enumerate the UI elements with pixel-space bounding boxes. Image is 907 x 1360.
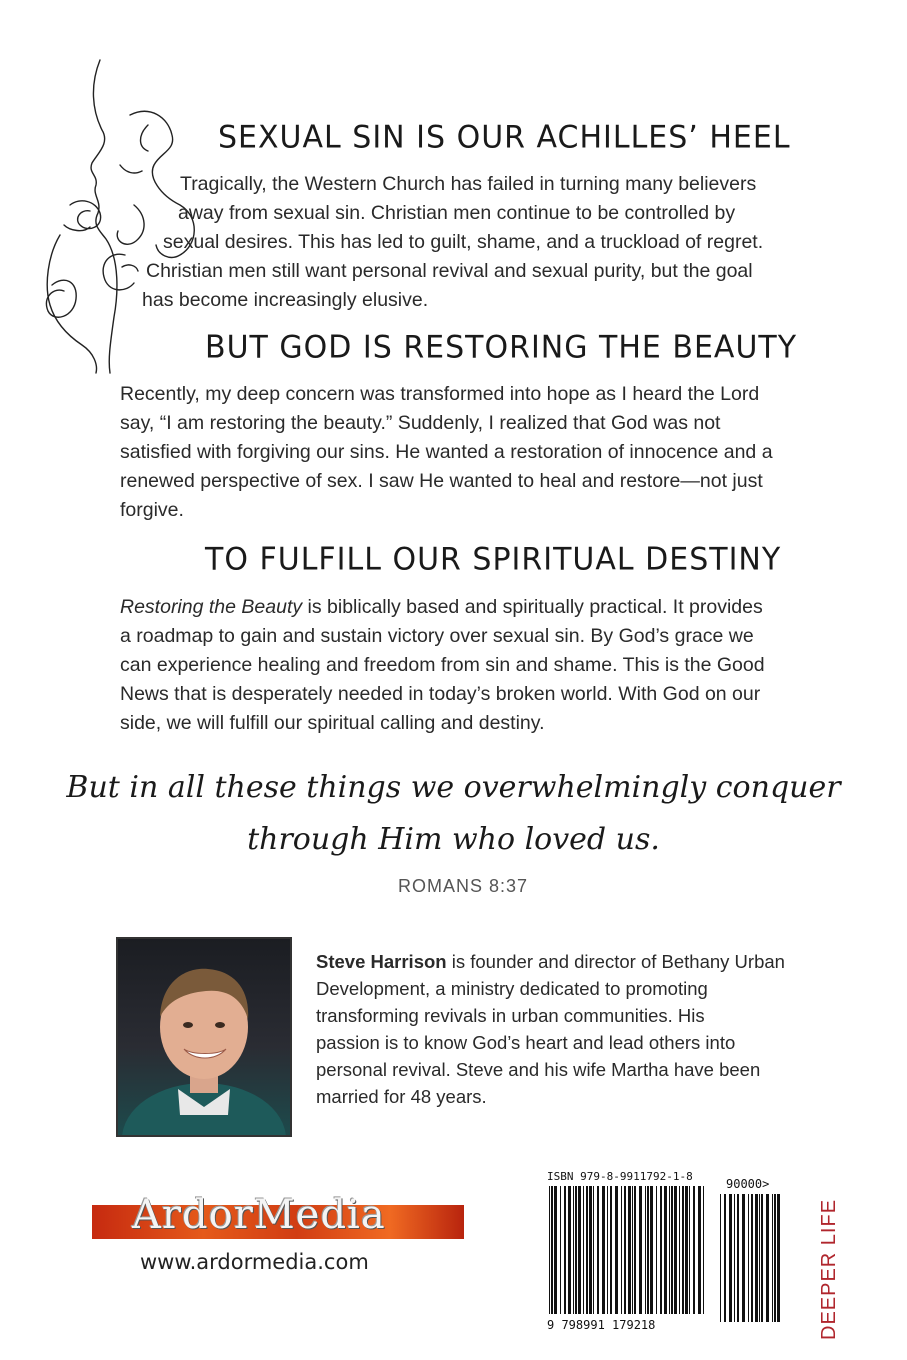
bio-line: married for 48 years. <box>316 1086 487 1107</box>
barcode-bar <box>583 1186 584 1314</box>
section-heading-spiritual-destiny: TO FULFILL OUR SPIRITUAL DESTINY <box>205 541 782 578</box>
paragraph-line: Recently, my deep concern was transformed into hope as I heard the Lord <box>120 383 760 405</box>
author-bio <box>316 948 816 1110</box>
barcode-bar <box>729 1194 732 1322</box>
barcode-bar <box>586 1186 588 1314</box>
paragraph-line: forgive. <box>120 499 184 521</box>
barcode-bar <box>679 1186 680 1314</box>
paragraph-line: away from sexual sin. Christian men continue to be controlled by <box>178 202 736 224</box>
paragraph-line: News that is desperately needed in today’s broken world. With God on our <box>120 683 761 705</box>
barcode-bar <box>748 1194 749 1322</box>
barcode-bar <box>689 1186 690 1314</box>
barcode-bar <box>645 1186 646 1314</box>
barcode-bar <box>751 1194 753 1322</box>
scripture-quote-line-2: through Him who loved us. <box>247 822 660 857</box>
bio-line: transforming revivals in urban communities. His <box>316 1005 705 1026</box>
isbn-label: ISBN 979-8-9911792-1-8 <box>547 1170 693 1183</box>
paragraph-line: Tragically, the Western Church has failed in turning many believers <box>180 173 757 195</box>
paragraph-line: satisfied with forgiving our sins. He wanted a restoration of innocence and a <box>120 441 773 463</box>
barcode-bar <box>766 1194 769 1322</box>
barcode-bar <box>734 1194 735 1322</box>
scripture-reference: ROMANS 8:37 <box>398 876 529 896</box>
barcode-main <box>547 1186 709 1314</box>
barcode-bar <box>621 1186 622 1314</box>
scripture-quote-line-1: But in all these things we overwhelmingly conquer <box>66 770 841 805</box>
paragraph-text: is biblically based and spiritually practical. It provides <box>302 596 763 618</box>
section-heading-restoring-beauty: BUT GOD IS RESTORING THE BEAUTY <box>205 329 798 366</box>
barcode-bar <box>573 1186 574 1314</box>
barcode-bar <box>774 1194 776 1322</box>
paragraph-line: say, “I am restoring the beauty.” Suddenly, I realized that God was not <box>120 412 721 434</box>
paragraph-line: sexual desires. This has led to guilt, shame, and a truckload of regret. <box>163 231 764 253</box>
section-paragraph-achilles-heel <box>0 170 907 315</box>
barcode-bar <box>685 1186 688 1314</box>
barcode-bar <box>720 1194 721 1322</box>
section-heading-achilles-heel: SEXUAL SIN IS OUR ACHILLES’ HEEL <box>218 119 791 156</box>
barcode-bar <box>759 1194 760 1322</box>
paragraph-line: can experience healing and freedom from sin and shame. This is the Good <box>120 654 765 676</box>
paragraph-line <box>120 593 800 622</box>
barcode-bar <box>660 1186 662 1314</box>
barcode-bar <box>755 1194 758 1322</box>
barcode-bar <box>742 1194 745 1322</box>
publisher-url[interactable]: www.ardormedia.com <box>140 1250 369 1274</box>
barcode-bar <box>575 1186 577 1314</box>
barcode-bar <box>650 1186 653 1314</box>
barcode-bar <box>698 1186 701 1314</box>
publisher-logo: ArdorMedia <box>132 1192 386 1238</box>
barcode-bar <box>610 1186 612 1314</box>
barcode-bar <box>632 1186 633 1314</box>
barcode-bar <box>607 1186 608 1314</box>
barcode-addon <box>718 1194 784 1322</box>
barcode-bar <box>560 1186 561 1314</box>
paragraph-line: a roadmap to gain and sustain victory over sexual sin. By God’s grace we <box>120 625 754 647</box>
barcode-bar <box>634 1186 636 1314</box>
bio-line <box>316 948 816 975</box>
barcode-number: 9 798991 179218 <box>547 1318 656 1332</box>
price-code: 90000> <box>726 1177 770 1191</box>
barcode-bar <box>669 1186 670 1314</box>
barcode-bar <box>597 1186 599 1314</box>
barcode-bar <box>551 1186 553 1314</box>
barcode-bar <box>647 1186 649 1314</box>
barcode-bar <box>554 1186 557 1314</box>
barcode-bar <box>615 1186 618 1314</box>
bio-line: personal revival. Steve and his wife Martha have been <box>316 1059 761 1080</box>
barcode-bar <box>578 1186 581 1314</box>
barcode-bar <box>602 1186 605 1314</box>
section-paragraph-restoring-beauty <box>120 380 800 525</box>
barcode-bar <box>761 1194 763 1322</box>
barcode-bar <box>628 1186 631 1314</box>
paragraph-line: has become increasingly elusive. <box>142 289 429 311</box>
barcode-bar <box>737 1194 739 1322</box>
barcode-bar <box>674 1186 677 1314</box>
barcode-bar <box>664 1186 667 1314</box>
barcode-bar <box>549 1186 550 1314</box>
barcode-bar <box>777 1194 780 1322</box>
barcode-bar <box>724 1194 726 1322</box>
section-paragraph-spiritual-destiny <box>120 593 800 738</box>
paragraph-line: renewed perspective of sex. I saw He wanted to heal and restore—not just <box>120 470 763 492</box>
book-title: Restoring the Beauty <box>120 596 303 618</box>
barcode-bar <box>693 1186 695 1314</box>
barcode-bar <box>656 1186 657 1314</box>
barcode-bar <box>564 1186 566 1314</box>
barcode-bar <box>639 1186 642 1314</box>
paragraph-line: Christian men still want personal revival and sexual purity, but the goal <box>146 260 753 282</box>
author-portrait-illustration <box>118 939 290 1135</box>
barcode-bar <box>624 1186 626 1314</box>
bio-text: is founder and director of Bethany Urban <box>446 951 785 972</box>
author-photo <box>116 937 292 1137</box>
bio-line: passion is to know God’s heart and lead others into <box>316 1032 736 1053</box>
barcode-bar <box>568 1186 571 1314</box>
barcode-bar <box>671 1186 673 1314</box>
bio-line: Development, a ministry dedicated to promoting <box>316 978 708 999</box>
barcode-bar <box>593 1186 594 1314</box>
author-name: Steve Harrison <box>316 951 447 972</box>
paragraph-line: side, we will fulfill our spiritual calling and destiny. <box>120 712 545 734</box>
barcode-bar <box>703 1186 704 1314</box>
barcode-bar <box>682 1186 684 1314</box>
barcode-bar <box>589 1186 592 1314</box>
barcode-bar <box>772 1194 773 1322</box>
category-label: DEEPER LIFE <box>818 1198 840 1340</box>
